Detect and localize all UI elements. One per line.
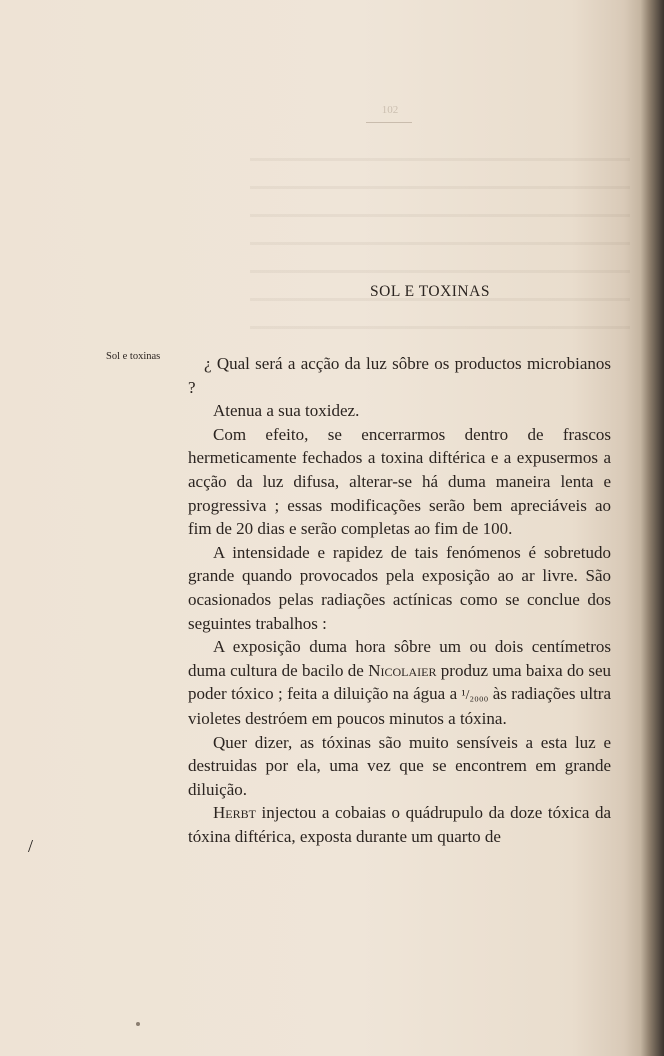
section-title: SOL E TOXINAS bbox=[370, 283, 490, 300]
page-edge bbox=[640, 0, 664, 1056]
paragraph-5-middle: produz uma baixa do seu poder tóxico ; feita a diluição na água a bbox=[188, 660, 611, 704]
paragraph-1: ¿ Qual será a acção da luz sôbre os productos microbianos ? bbox=[188, 354, 611, 397]
paragraph-5-after: às radiações ultra violetes destróem em poucos minutos a tóxina. bbox=[188, 684, 611, 728]
page-number-rule bbox=[366, 122, 412, 123]
paragraph-7 bbox=[188, 801, 611, 848]
dilution-fraction: ¹/₂₀₀₀ bbox=[461, 687, 489, 703]
paragraph-3: Com efeito, se encerrarmos dentro de frascos hermeticamente fechados a toxina diftérica e a expusermos a acção da luz difusa, alterar-se há duma maneira lenta e progressiva ; essas modificações serão bem apreciáveis ao fim de 20 dias e serão completas ao fim de 100. bbox=[188, 424, 611, 539]
margin-note: Sol e toxinas bbox=[106, 351, 161, 362]
page-number: 102 bbox=[381, 104, 399, 116]
paragraph-7-text: injectou a cobaias o quádrupulo da doze tóxica da tóxina diftérica, exposta durante um quarto de bbox=[188, 803, 611, 846]
body-text bbox=[188, 352, 611, 848]
author-name-nicolaier: Nicolaier bbox=[368, 660, 437, 680]
bleed-through-text bbox=[250, 140, 630, 350]
paper-speck bbox=[136, 1022, 140, 1026]
pencil-mark: / bbox=[28, 836, 34, 856]
paragraph-4: A intensidade e rapidez de tais fenómenos é sobretudo grande quando provocados pela exposição ao ar livre. São ocasionados pelas radiações actínicas como se conclue dos seguintes trabalhos : bbox=[188, 542, 611, 633]
paragraph-2: Atenua a sua toxidez. bbox=[213, 401, 360, 421]
paragraph-5 bbox=[188, 635, 611, 730]
paragraph-5-before: A exposição duma hora sôbre um ou dois centímetros duma cultura de bacilo de bbox=[188, 637, 611, 680]
author-name-herbt: Herbt bbox=[213, 803, 256, 823]
paragraph-6: Quer dizer, as tóxinas são muito sensíveis a esta luz e destruidas por ela, uma vez que se encontrem em grande diluição. bbox=[188, 732, 611, 799]
